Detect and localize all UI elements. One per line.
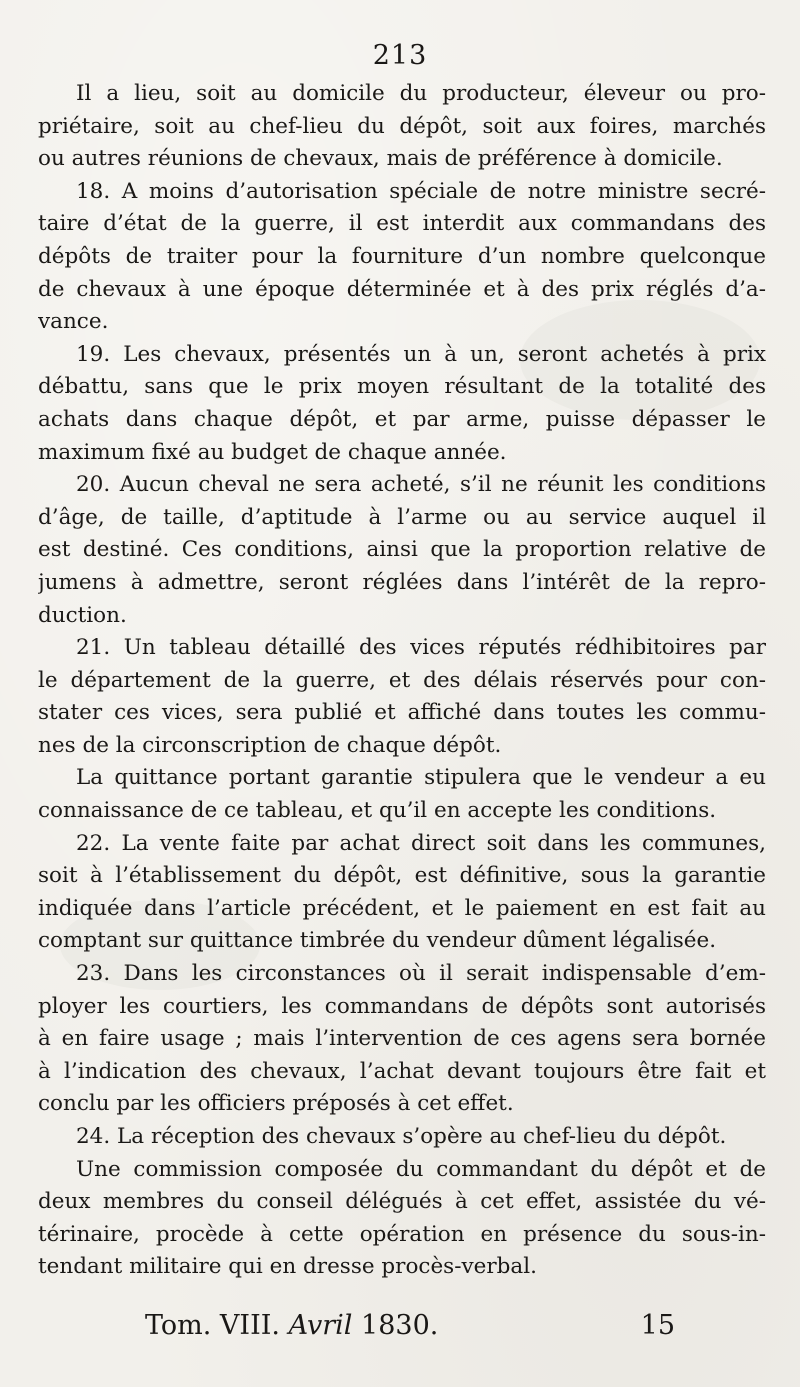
text-line: 21. Un tableau détaillé des vices réputés rédhibitoires par — [76, 635, 766, 661]
text-line: le département de la guerre, et des délais réservés pour con- — [38, 667, 766, 693]
text-line: maximum fixé au budget de chaque année. — [38, 439, 507, 465]
text-line: débattu, sans que le prix moyen résultant de la totalité des — [38, 374, 766, 400]
month-label: Avril — [288, 1310, 353, 1341]
text-line: nes de la circonscription de chaque dépôt. — [38, 732, 502, 758]
volume-date — [145, 1310, 438, 1341]
text-line: jumens à admettre, seront réglées dans l’intérêt de la repro- — [38, 569, 766, 595]
body-text — [38, 78, 766, 1284]
text-line: comptant sur quittance timbrée du vendeur dûment légalisée. — [38, 928, 717, 954]
signature-mark: 15 — [640, 1310, 675, 1341]
text-line: à en faire usage ; mais l’intervention de ces agens sera bornée — [38, 1026, 766, 1052]
text-line: indiquée dans l’article précédent, et le paiement en est fait au — [38, 895, 766, 921]
year-label: 1830. — [361, 1310, 439, 1341]
page-footer — [145, 1310, 675, 1341]
text-line: connaissance de ce tableau, et qu’il en accepte les conditions. — [38, 798, 717, 824]
text-line: est destiné. Ces conditions, ainsi que la proportion relative de — [38, 537, 766, 563]
text-line: 20. Aucun cheval ne sera acheté, s’il ne réunit les conditions — [76, 472, 766, 498]
text-line: 23. Dans les circonstances où il serait indispensable d’em- — [76, 961, 766, 987]
text-line: ou autres réunions de chevaux, mais de préférence à domicile. — [38, 146, 723, 172]
text-line: achats dans chaque dépôt, et par arme, puisse dépasser le — [38, 406, 766, 432]
text-line: duction. — [38, 602, 127, 628]
text-line: à l’indication des chevaux, l’achat devant toujours être fait et — [38, 1058, 766, 1084]
text-line: dépôts de traiter pour la fourniture d’un nombre quelconque — [38, 243, 766, 269]
text-line: d’âge, de taille, d’aptitude à l’arme ou au service auquel il — [38, 504, 766, 530]
text-line: ployer les courtiers, les commandans de dépôts sont autorisés — [38, 993, 766, 1019]
text-line: stater ces vices, sera publié et affiché dans toutes les commu- — [38, 700, 766, 726]
text-line: conclu par les officiers préposés à cet effet. — [38, 1091, 514, 1117]
text-line: 18. A moins d’autorisation spéciale de notre ministre secré- — [76, 178, 766, 204]
text-line: de chevaux à une époque déterminée et à des prix réglés d’a- — [38, 276, 766, 302]
volume-label: Tom. VIII. — [145, 1310, 281, 1341]
text-line: térinaire, procède à cette opération en présence du sous-in- — [38, 1221, 766, 1247]
text-line: vance. — [38, 309, 109, 335]
text-line: tendant militaire qui en dresse procès-verbal. — [38, 1254, 537, 1280]
text-line: Une commission composée du commandant du dépôt et de — [76, 1156, 766, 1182]
text-line: 24. La réception des chevaux s’opère au chef-lieu du dépôt. — [76, 1124, 727, 1149]
text-line: taire d’état de la guerre, il est interdit aux commandans des — [38, 211, 766, 237]
text-line: soit à l’établissement du dépôt, est définitive, sous la garantie — [38, 863, 766, 889]
text-line: Il a lieu, soit au domicile du producteur, éleveur ou pro- — [76, 81, 766, 106]
text-line: La quittance portant garantie stipulera que le vendeur a eu — [76, 765, 766, 791]
text-line: priétaire, soit au chef-lieu du dépôt, soit aux foires, marchés — [38, 113, 766, 139]
page-number: 213 — [372, 40, 428, 71]
text-line: 19. Les chevaux, présentés un à un, seront achetés à prix — [76, 341, 766, 367]
text-line: deux membres du conseil délégués à cet effet, assistée du vé- — [38, 1189, 766, 1215]
text-line: 22. La vente faite par achat direct soit dans les communes, — [76, 830, 766, 856]
